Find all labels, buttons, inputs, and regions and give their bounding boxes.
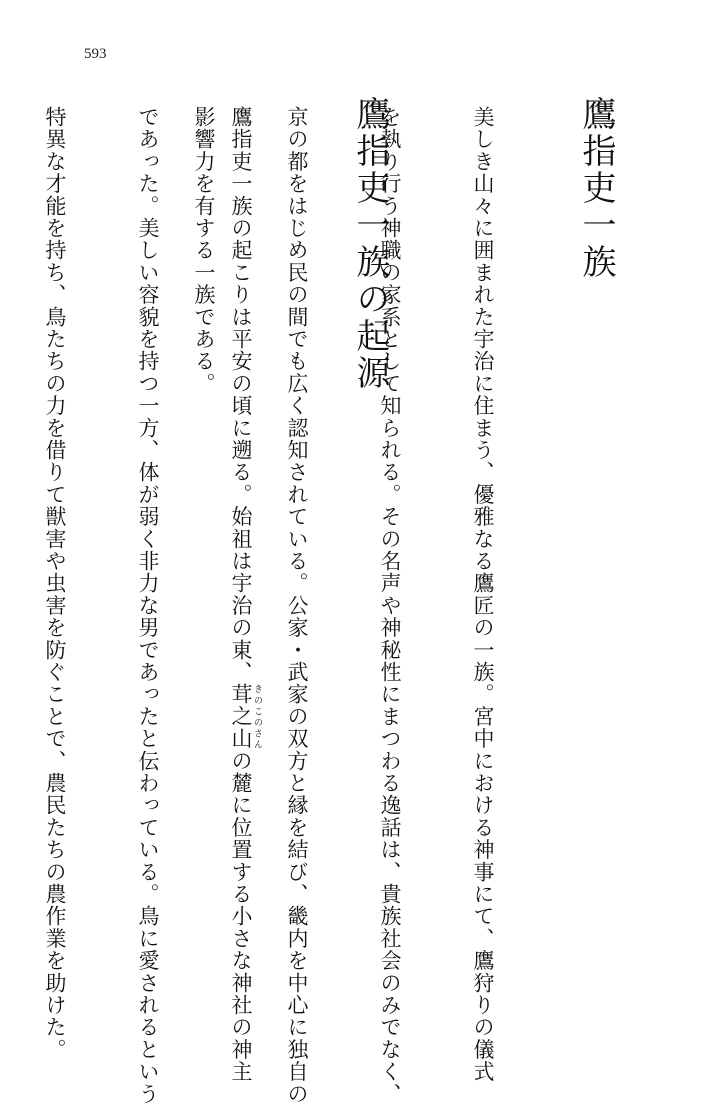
line-text: 鷹指吏一族の起こりは平安の頃に遡る。始祖は宇治の東、 [229, 106, 253, 684]
paragraph-line [225, 106, 262, 1083]
section-heading-takasashiri-clan: 鷹指吏一族 [576, 96, 616, 281]
paragraph-line: 影響力を有する一族である。 [192, 106, 216, 395]
line-text: の麓に位置する小さな神社の神主 [229, 749, 253, 1083]
paragraph-line: を執り行う神職の家系として知られる。その名声や神秘性にまつわる逸話は、貴族社会のみでなく、 [378, 106, 402, 1105]
page-number: 593 [84, 46, 107, 62]
ruby-place-name [229, 683, 262, 750]
ruby-base: 茸之山 [229, 683, 253, 750]
paragraph-line: 美しき山々に囲まれた宇治に住まう、優雅なる鷹匠の一族。宮中における神事にて、鷹狩りの儀式 [471, 106, 495, 1083]
ruby-reading: きのこのさん [252, 683, 262, 750]
paragraph-line: 京の都をはじめ民の間でも広く認知されている。公家・武家の双方と縁を結び、畿内を中心に独自の [285, 106, 309, 1105]
paragraph-line: であった。美しい容貌を持つ一方、体が弱く非力な男であったと伝わっている。鳥に愛されるという [136, 106, 160, 1105]
paragraph-line: 特異な才能を持ち、鳥たちの力を借りて獣害や虫害を防ぐことで、農民たちの農作業を助けた。 [43, 106, 67, 1061]
section-heading-clan-origin: 鷹指吏一族の起源 [350, 96, 390, 392]
section-body-clan-origin [0, 106, 324, 1105]
